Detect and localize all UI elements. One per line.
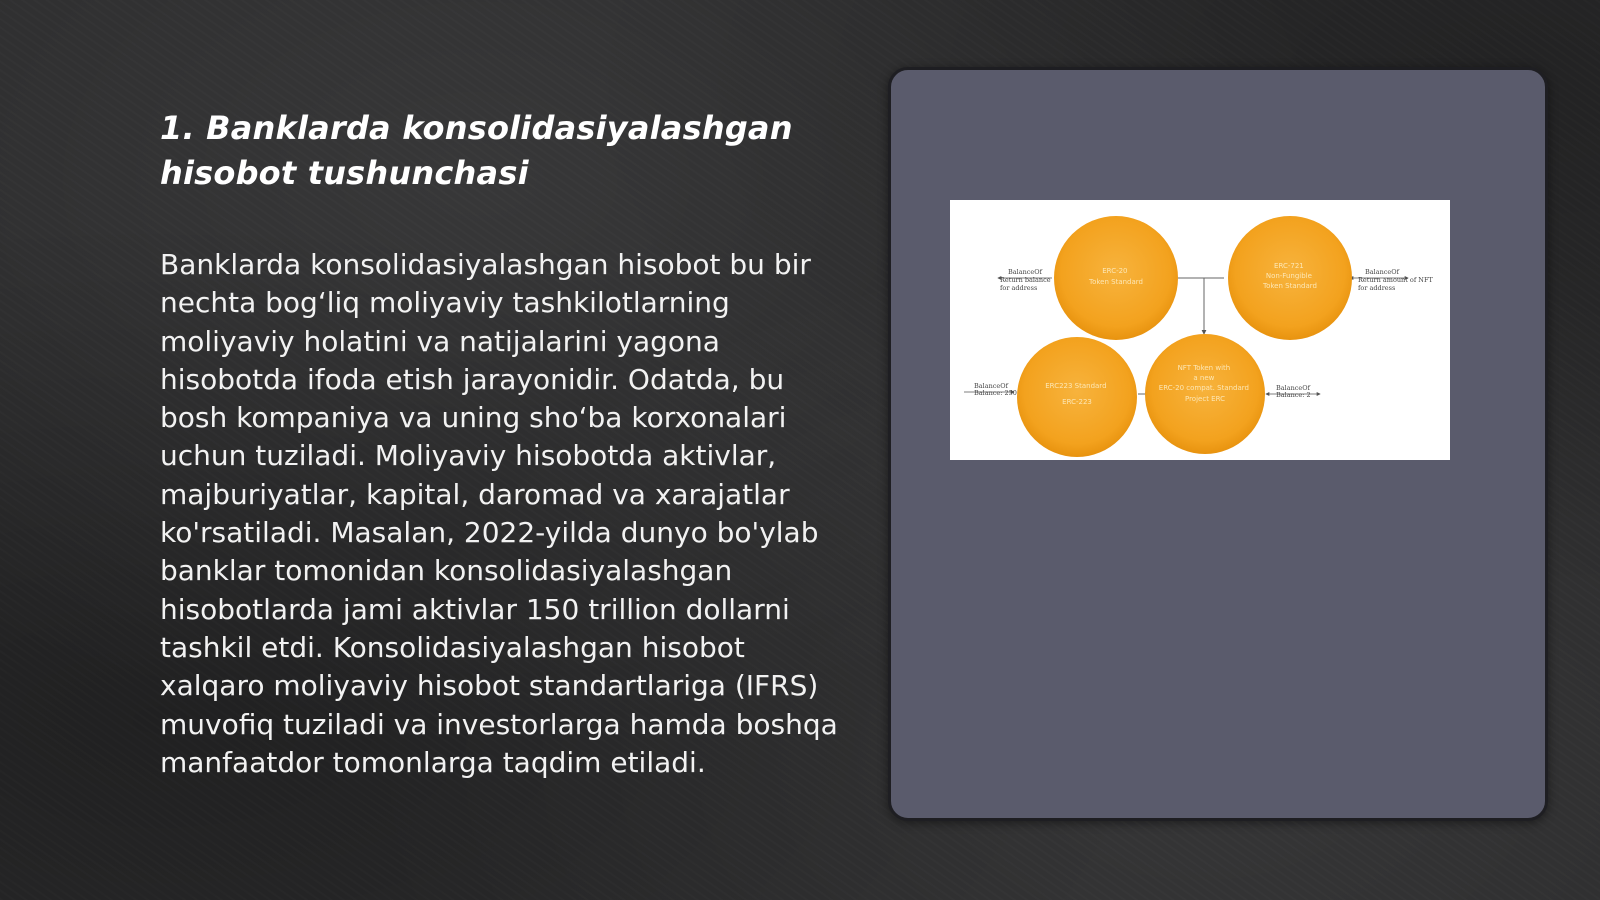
side-label-bottom-right bbox=[1276, 384, 1312, 399]
side-label-line: Balance: 2 bbox=[1276, 391, 1311, 399]
slide-body-text: Banklarda konsolidasiyalashgan hisobot bu bir nechta bog‘liq moliyaviy tashkilotlarning moliyaviy holatini va natijalarini yagona hisobotda ifoda etish jarayonidir. Odatda, bu bosh kompaniya va uning sho‘ba korxonalari uchun tuziladi. Moliyaviy hisobotda aktivlar, majburiyatlar, kapital, daromad va xarajatlar ko'rsatiladi. Masalan, 2022-yilda dunyo bo'ylab banklar tomonidan konsolidasiyalashgan hisobotlarda jami aktivlar 150 trillion dollarni tashkil etdi. Konsolidasiyalashgan hisobot xalqaro moliyaviy hisobot standartlariga (IFRS) muvofiq tuziladi va investorlarga hamda boshqa manfaatdor tomonlarga taqdim etiladi. bbox=[160, 248, 838, 779]
token-standards-diagram bbox=[950, 200, 1450, 460]
bubble-text-line: ERC-20 compat. Standard bbox=[1158, 384, 1249, 392]
slide-title: 1. Banklarda konsolidasiyalashgan hisobot tushunchasi bbox=[160, 109, 793, 192]
bubble-text-line: ERC-721 bbox=[1274, 262, 1304, 270]
side-label-line: BalanceOf bbox=[1365, 268, 1400, 276]
side-label-bottom-left bbox=[974, 382, 1017, 397]
side-label-line: BalanceOf bbox=[1008, 268, 1043, 276]
side-label-top-left bbox=[1000, 268, 1053, 292]
bubble-text-line: Project ERC bbox=[1184, 395, 1226, 403]
bubble-text-line: ERC-20 bbox=[1102, 267, 1128, 275]
bubble-text-line: ERC223 Standard bbox=[1045, 382, 1107, 390]
side-label-top-right bbox=[1358, 268, 1435, 292]
bubble-erc223 bbox=[1017, 337, 1137, 457]
bubble-text-line: a new bbox=[1193, 374, 1215, 382]
side-label-line: for address bbox=[1000, 284, 1038, 292]
bubble-text-line: Token Standard bbox=[1089, 278, 1143, 286]
side-label-line: Return amount of NFT bbox=[1358, 276, 1433, 284]
side-label-line: BalanceOf bbox=[1276, 384, 1311, 392]
bubble-text-line: Non-Fungible bbox=[1265, 272, 1312, 280]
bubble-nft-standard bbox=[1145, 334, 1265, 454]
side-label-line: Return balance bbox=[1000, 276, 1051, 284]
side-label-line: BalanceOf bbox=[974, 382, 1009, 390]
bubble-text-line: NFT Token with bbox=[1177, 364, 1231, 372]
bubble-text-line: ERC-223 bbox=[1062, 398, 1092, 406]
side-label-line: Balance: 250 bbox=[974, 389, 1017, 397]
diagram-image bbox=[950, 200, 1450, 460]
side-label-line: for address bbox=[1358, 284, 1396, 292]
bubble-text-line: Token Standard bbox=[1263, 282, 1317, 290]
